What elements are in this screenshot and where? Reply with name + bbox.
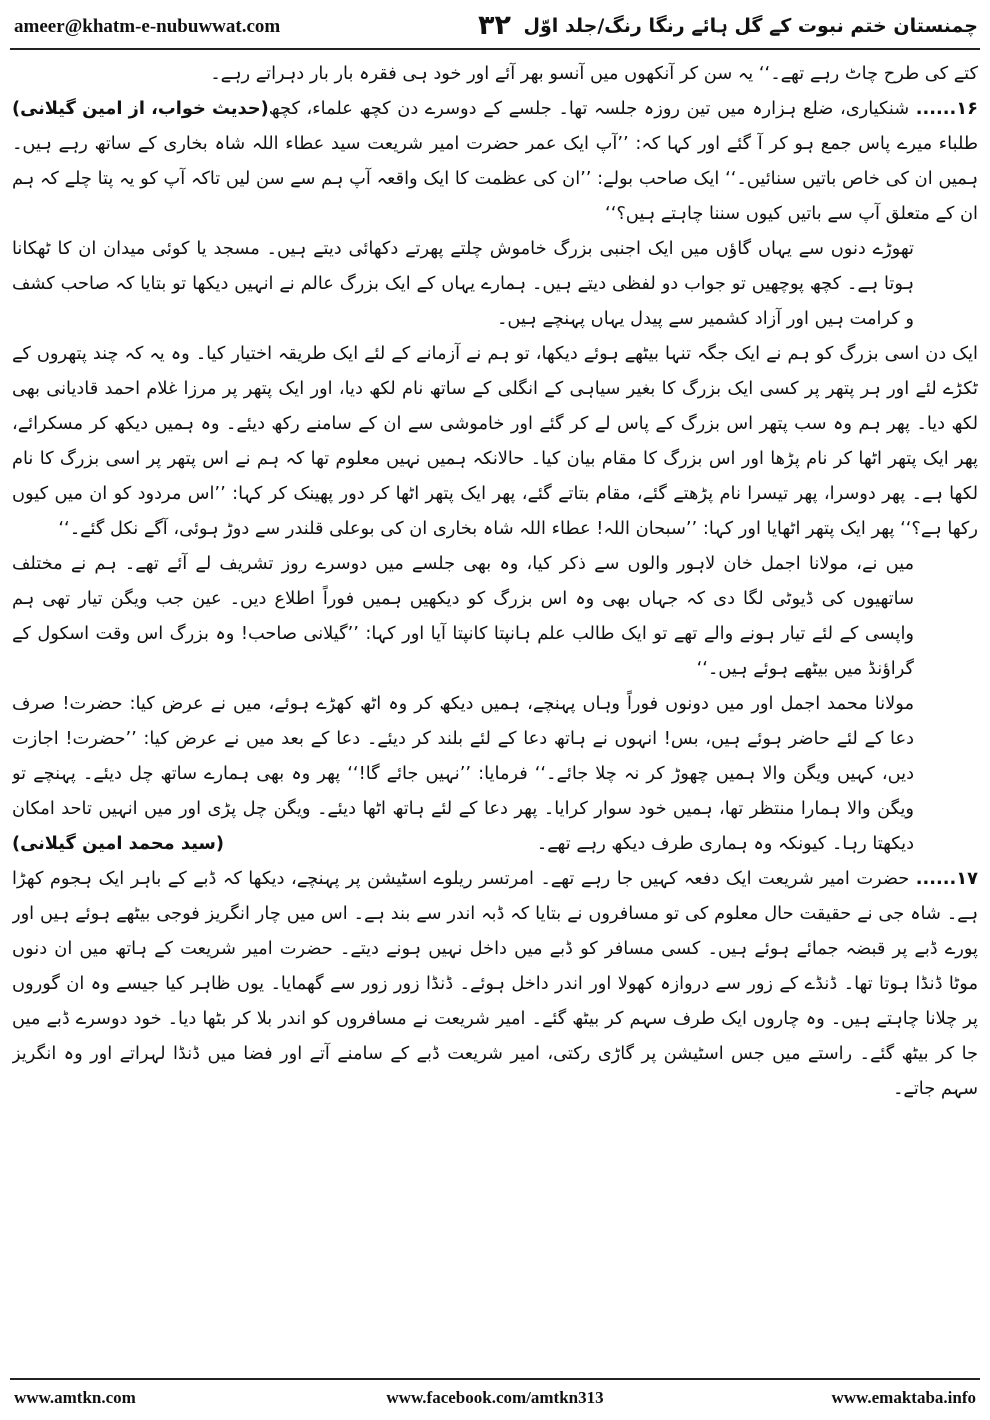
page-footer bbox=[10, 1386, 980, 1412]
page-number: ۳۲ bbox=[478, 10, 511, 41]
footer-link-amtkn[interactable]: www.amtkn.com bbox=[14, 1388, 136, 1407]
header-email: ameer@khatm-e-nubuwwat.com bbox=[14, 16, 281, 37]
citation: (سید محمد امین گیلانی) bbox=[12, 833, 224, 854]
entry-text: حضرت امیر شریعت ایک دفعہ کہیں جا رہے تھے۔ امرتسر ریلوے اسٹیشن پر پہنچے، دیکھا کہ ڈبے کے باہر ایک ہجوم کھڑا ہے۔ شاہ جی نے حقیقت حال معلوم کی تو مسافروں نے بتایا کہ ڈبہ اندر سے بند ہے۔ اس میں چار انگریز فوجی بیٹھے ہوئے ہیں اور پورے ڈبے پر قبضہ جمائے ہوئے ہیں۔ کسی مسافر کو ڈبے میں داخل نہیں ہونے دیتے۔ حضرت امیر شریعت کے ہاتھ میں ان دنوں موٹا ڈنڈا ہوتا تھا۔ ڈنڈے کے زور سے دروازہ کھولا اور اندر داخل ہوئے۔ ڈنڈا زور زور سے گھمایا۔ یوں ظاہر کیا جیسے وہ ان گوروں پر چلانا چاہتے ہیں۔ وہ چاروں ایک طرف سہم کر بیٹھ گئے۔ امیر شریعت نے مسافروں کو اندر بلا کر بٹھا دیا۔ خود دوسرے ڈبے میں جا کر بیٹھ گئے۔ راستے میں جس اسٹیشن پر گاڑی رکتی، امیر شریعت ڈبے کے سامنے آتے اور فضا میں ڈنڈا لہراتے اور وہ انگریز سہم جاتے۔ bbox=[12, 868, 978, 1099]
entry-number: ۱۷...... bbox=[915, 868, 978, 889]
paragraph: مولانا محمد اجمل اور میں دونوں فوراً وہاں پہنچے، ہمیں دیکھ کر وہ اٹھ کھڑے ہوئے، میں نے عرض کیا: حضرت! صرف دعا کے لئے حاضر ہوئے ہیں، بس! انہوں نے ہاتھ دعا کے لئے بلند کر دیئے۔ دعا کے بعد میں نے عرض کیا: ’’حضرت! اجازت دیں، کہیں ویگن والا ہمیں چھوڑ کر نہ چلا جائے۔‘‘ فرمایا: ’’نہیں جائے گا!‘‘ پھر وہ بھی ہمارے ساتھ چل دیئے۔ پہنچے تو ویگن والا ہمارا منتظر تھا، ہمیں خود سوار کرایا۔ پھر دعا کے لئے ہاتھ اٹھا دیئے۔ ویگن چل پڑی اور میں انہیں تاحد امکان دیکھتا رہا۔ کیونکہ وہ ہماری طرف دیکھ رہے تھے۔ (سید محمد امین گیلانی) bbox=[12, 686, 978, 861]
entry-17 bbox=[12, 861, 978, 1106]
page-header bbox=[10, 10, 980, 46]
footer-divider bbox=[10, 1378, 980, 1380]
footer-link-facebook[interactable]: www.facebook.com/amtkn313 bbox=[386, 1388, 604, 1407]
paragraph: تھوڑے دنوں سے یہاں گاؤں میں ایک اجنبی بزرگ خاموش چلتے پھرتے دکھائی دیتے ہیں۔ مسجد یا کوئی میدان ان کا ٹھکانا ہوتا ہے۔ کچھ پوچھیں تو جواب دو لفظی دیتے ہیں۔ ہمارے یہاں کے ایک بزرگ عالم نے انہیں دیکھا تو بتایا کہ صاحب کشف و کرامت ہیں اور آزاد کشمیر سے پیدل یہاں پہنچے ہیں۔ bbox=[12, 238, 914, 329]
citation: (حدیث خواب، از امین گیلانی) bbox=[12, 98, 269, 119]
book-title: چمنستان ختم نبوت کے گل ہائے رنگا رنگ/جلد اوّل bbox=[523, 15, 978, 37]
header-divider bbox=[10, 48, 980, 50]
paragraph: ایک دن اسی بزرگ کو ہم نے ایک جگہ تنہا بیٹھے ہوئے دیکھا، تو ہم نے آزمانے کے لئے ایک طریقہ اختیار کیا۔ وہ یہ کہ چند پتھروں کے ٹکڑے لئے اور ہر پتھر پر کسی ایک بزرگ کا بغیر سیاہی کے انگلی کے ساتھ نام لکھ دیا، اور ایک پتھر پر مرزا غلام احمد قادیانی بھی لکھ دیا۔ پھر ہم وہ سب پتھر اس بزرگ کے پاس لے کر گئے اور خاموشی سے ان کے سامنے رکھ دیئے۔ وہ ہمیں دیکھ کر مسکرائے، پھر ایک پتھر اٹھا کر نام پڑھا اور اس بزرگ کا مقام بیان کیا۔ حالانکہ ہمیں نہیں معلوم تھا کہ ہم نے اس پتھر پر اسی بزرگ کا نام لکھا ہے۔ پھر دوسرا، پھر تیسرا نام پڑھتے گئے، مقام بتاتے گئے، پھر ایک پتھر اٹھا کر دور پھینک کر کہا: ’’اس مردود کو ان میں کیوں رکھا ہے؟‘‘ پھر ایک پتھر اٹھایا اور کہا: ’’سبحان اللہ! عطاء اللہ شاہ بخاری ان کی بوعلی قلندر سے دوڑ ہوئی، آگے نکل گئے۔‘‘ bbox=[12, 343, 978, 539]
page-body bbox=[12, 56, 978, 1371]
paragraph: کتے کی طرح چاٹ رہے تھے۔‘‘ یہ سن کر آنکھوں میں آنسو بھر آئے اور خود ہی فقرہ بار بار دہراتے رہے۔ (حدیث خواب، از امین گیلانی) bbox=[12, 56, 978, 91]
paragraph: میں نے، مولانا اجمل خان لاہور والوں سے ذکر کیا، وہ بھی جلسے میں دوسرے روز تشریف لے آئے تھے۔ ہم نے مختلف ساتھیوں کی ڈیوٹی لگا دی کہ جہاں بھی وہ اس بزرگ کو دیکھیں ہمیں فوراً اطلاع دیں۔ عین جب ویگن تیار تھی ہم واپسی کے لئے تیار ہونے والے تھے تو ایک طالب علم ہانپتا کانپتا آیا اور کہا: ’’گیلانی صاحب! وہ بزرگ اس وقت اسکول کے گراؤنڈ میں بیٹھے ہوئے ہیں۔‘‘ bbox=[12, 553, 914, 679]
entry-number: ۱۶...... bbox=[915, 98, 978, 119]
footer-link-emaktaba[interactable]: www.emaktaba.info bbox=[831, 1388, 976, 1407]
entry-text: شنکیاری، ضلع ہزارہ میں تین روزہ جلسہ تھا۔ جلسے کے دوسرے دن کچھ علماء، کچھ طلباء میرے پاس جمع ہو کر آ گئے اور کہا کہ: ’’آپ ایک عمر حضرت امیر شریعت سید عطاء اللہ شاہ بخاری کے ساتھ رہے ہیں۔ ہمیں ان کی خاص باتیں سنائیں۔‘‘ ایک صاحب بولے: ’’ان کی عظمت کا ایک واقعہ آپ ہم سے سن لیں تاکہ آپ کو یہ پتا چلے کہ ہم ان کے متعلق آپ سے باتیں کیوں سننا چاہتے ہیں؟‘‘ bbox=[12, 98, 978, 224]
